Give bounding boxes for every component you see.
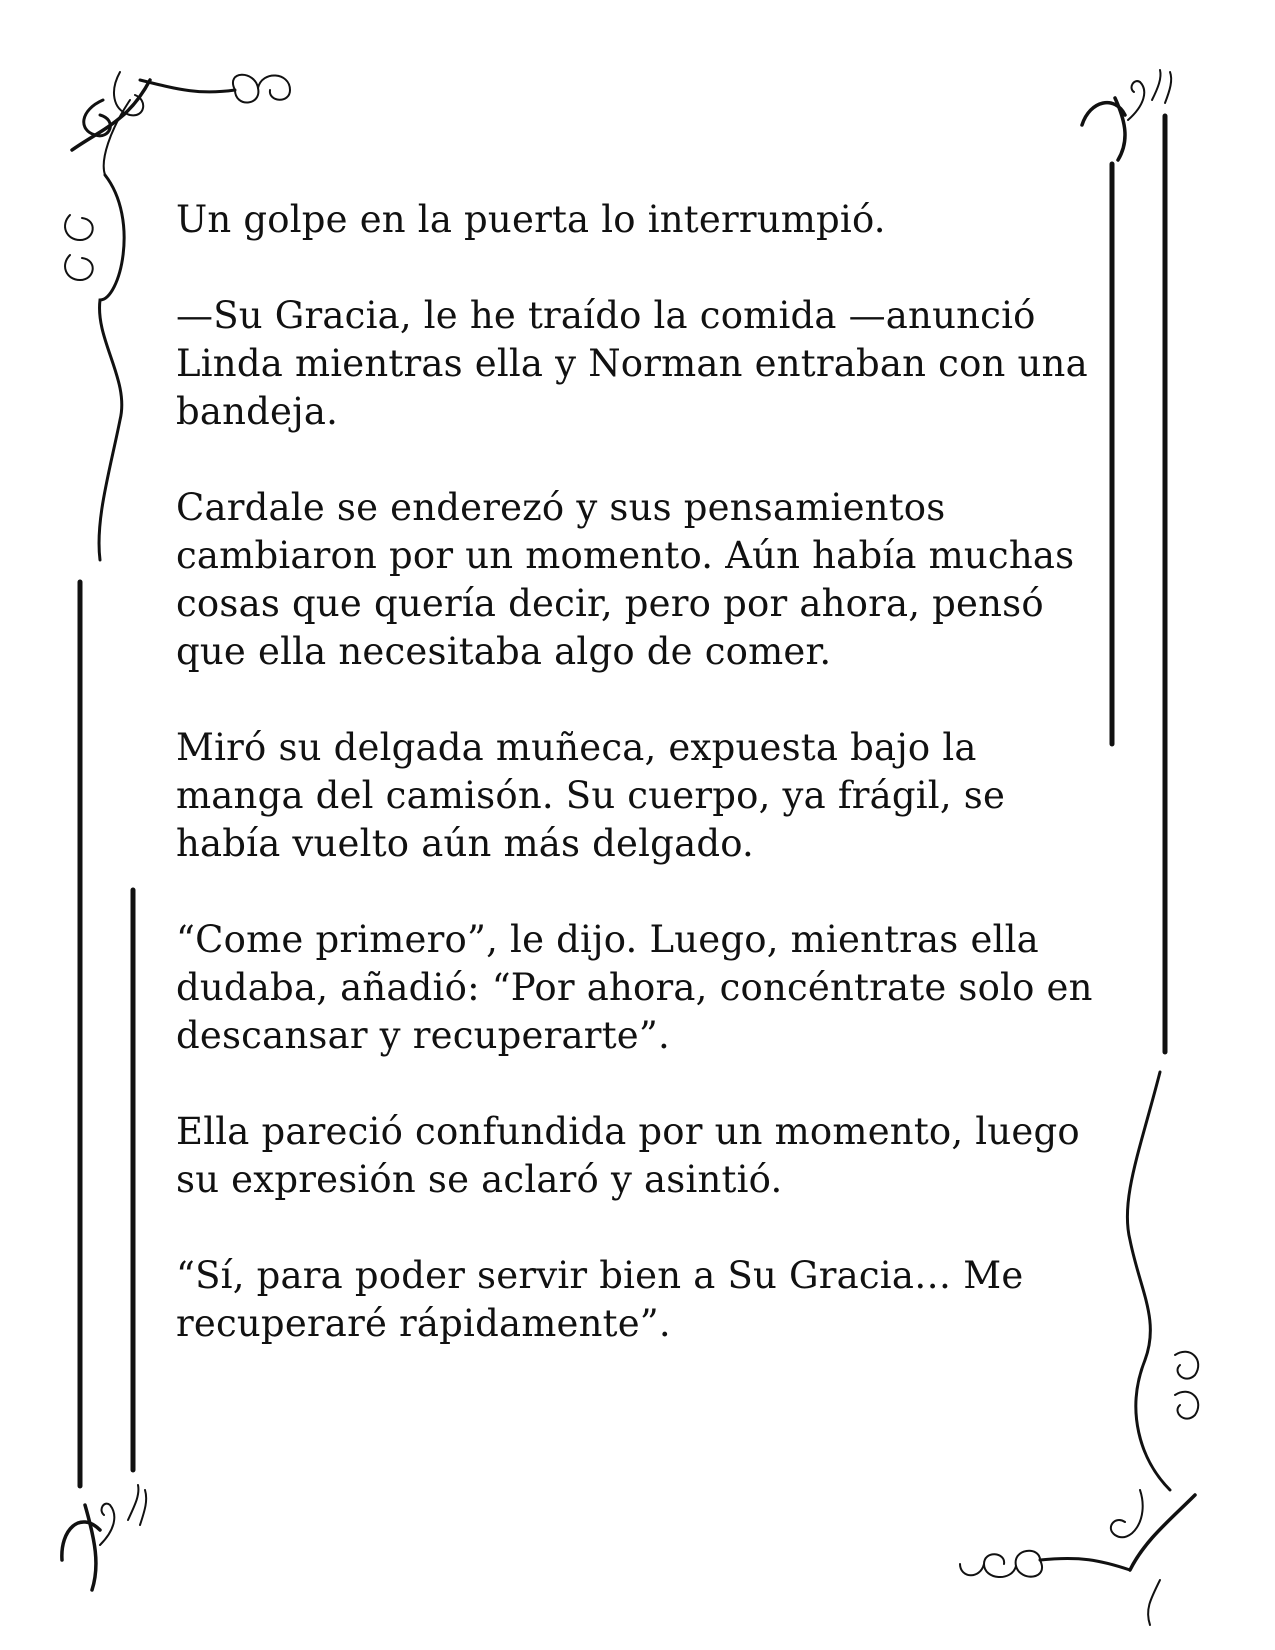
paragraph: Un golpe en la puerta lo interrumpió. [176, 198, 886, 241]
paragraph: “Come primero”, le dijo. Luego, mientras ella dudaba, añadió: “Por ahora, concéntrate solo en descansar y recuperarte”. [176, 918, 1093, 1057]
paragraph: —Su Gracia, le he traído la comida —anunció Linda mientras ella y Norman entraban con una bandeja. [176, 294, 1088, 433]
paragraph: “Sí, para poder servir bien a Su Gracia… Me recuperaré rápidamente”. [176, 1254, 1024, 1345]
paragraph: Ella pareció confundida por un momento, luego su expresión se aclaró y asintió. [176, 1110, 1080, 1201]
bottom-left-flourish [62, 1485, 146, 1590]
story-text [176, 196, 1116, 1396]
top-right-flourish [1082, 70, 1171, 160]
paragraph: Cardale se enderezó y sus pensamientos cambiaron por un momento. Aún había muchas cosas que quería decir, pero por ahora, pensó que ella necesitaba algo de comer. [176, 486, 1075, 673]
paragraph: Miró su delgada muñeca, expuesta bajo la manga del camisón. Su cuerpo, ya frágil, se había vuelto aún más delgado. [176, 726, 1006, 865]
